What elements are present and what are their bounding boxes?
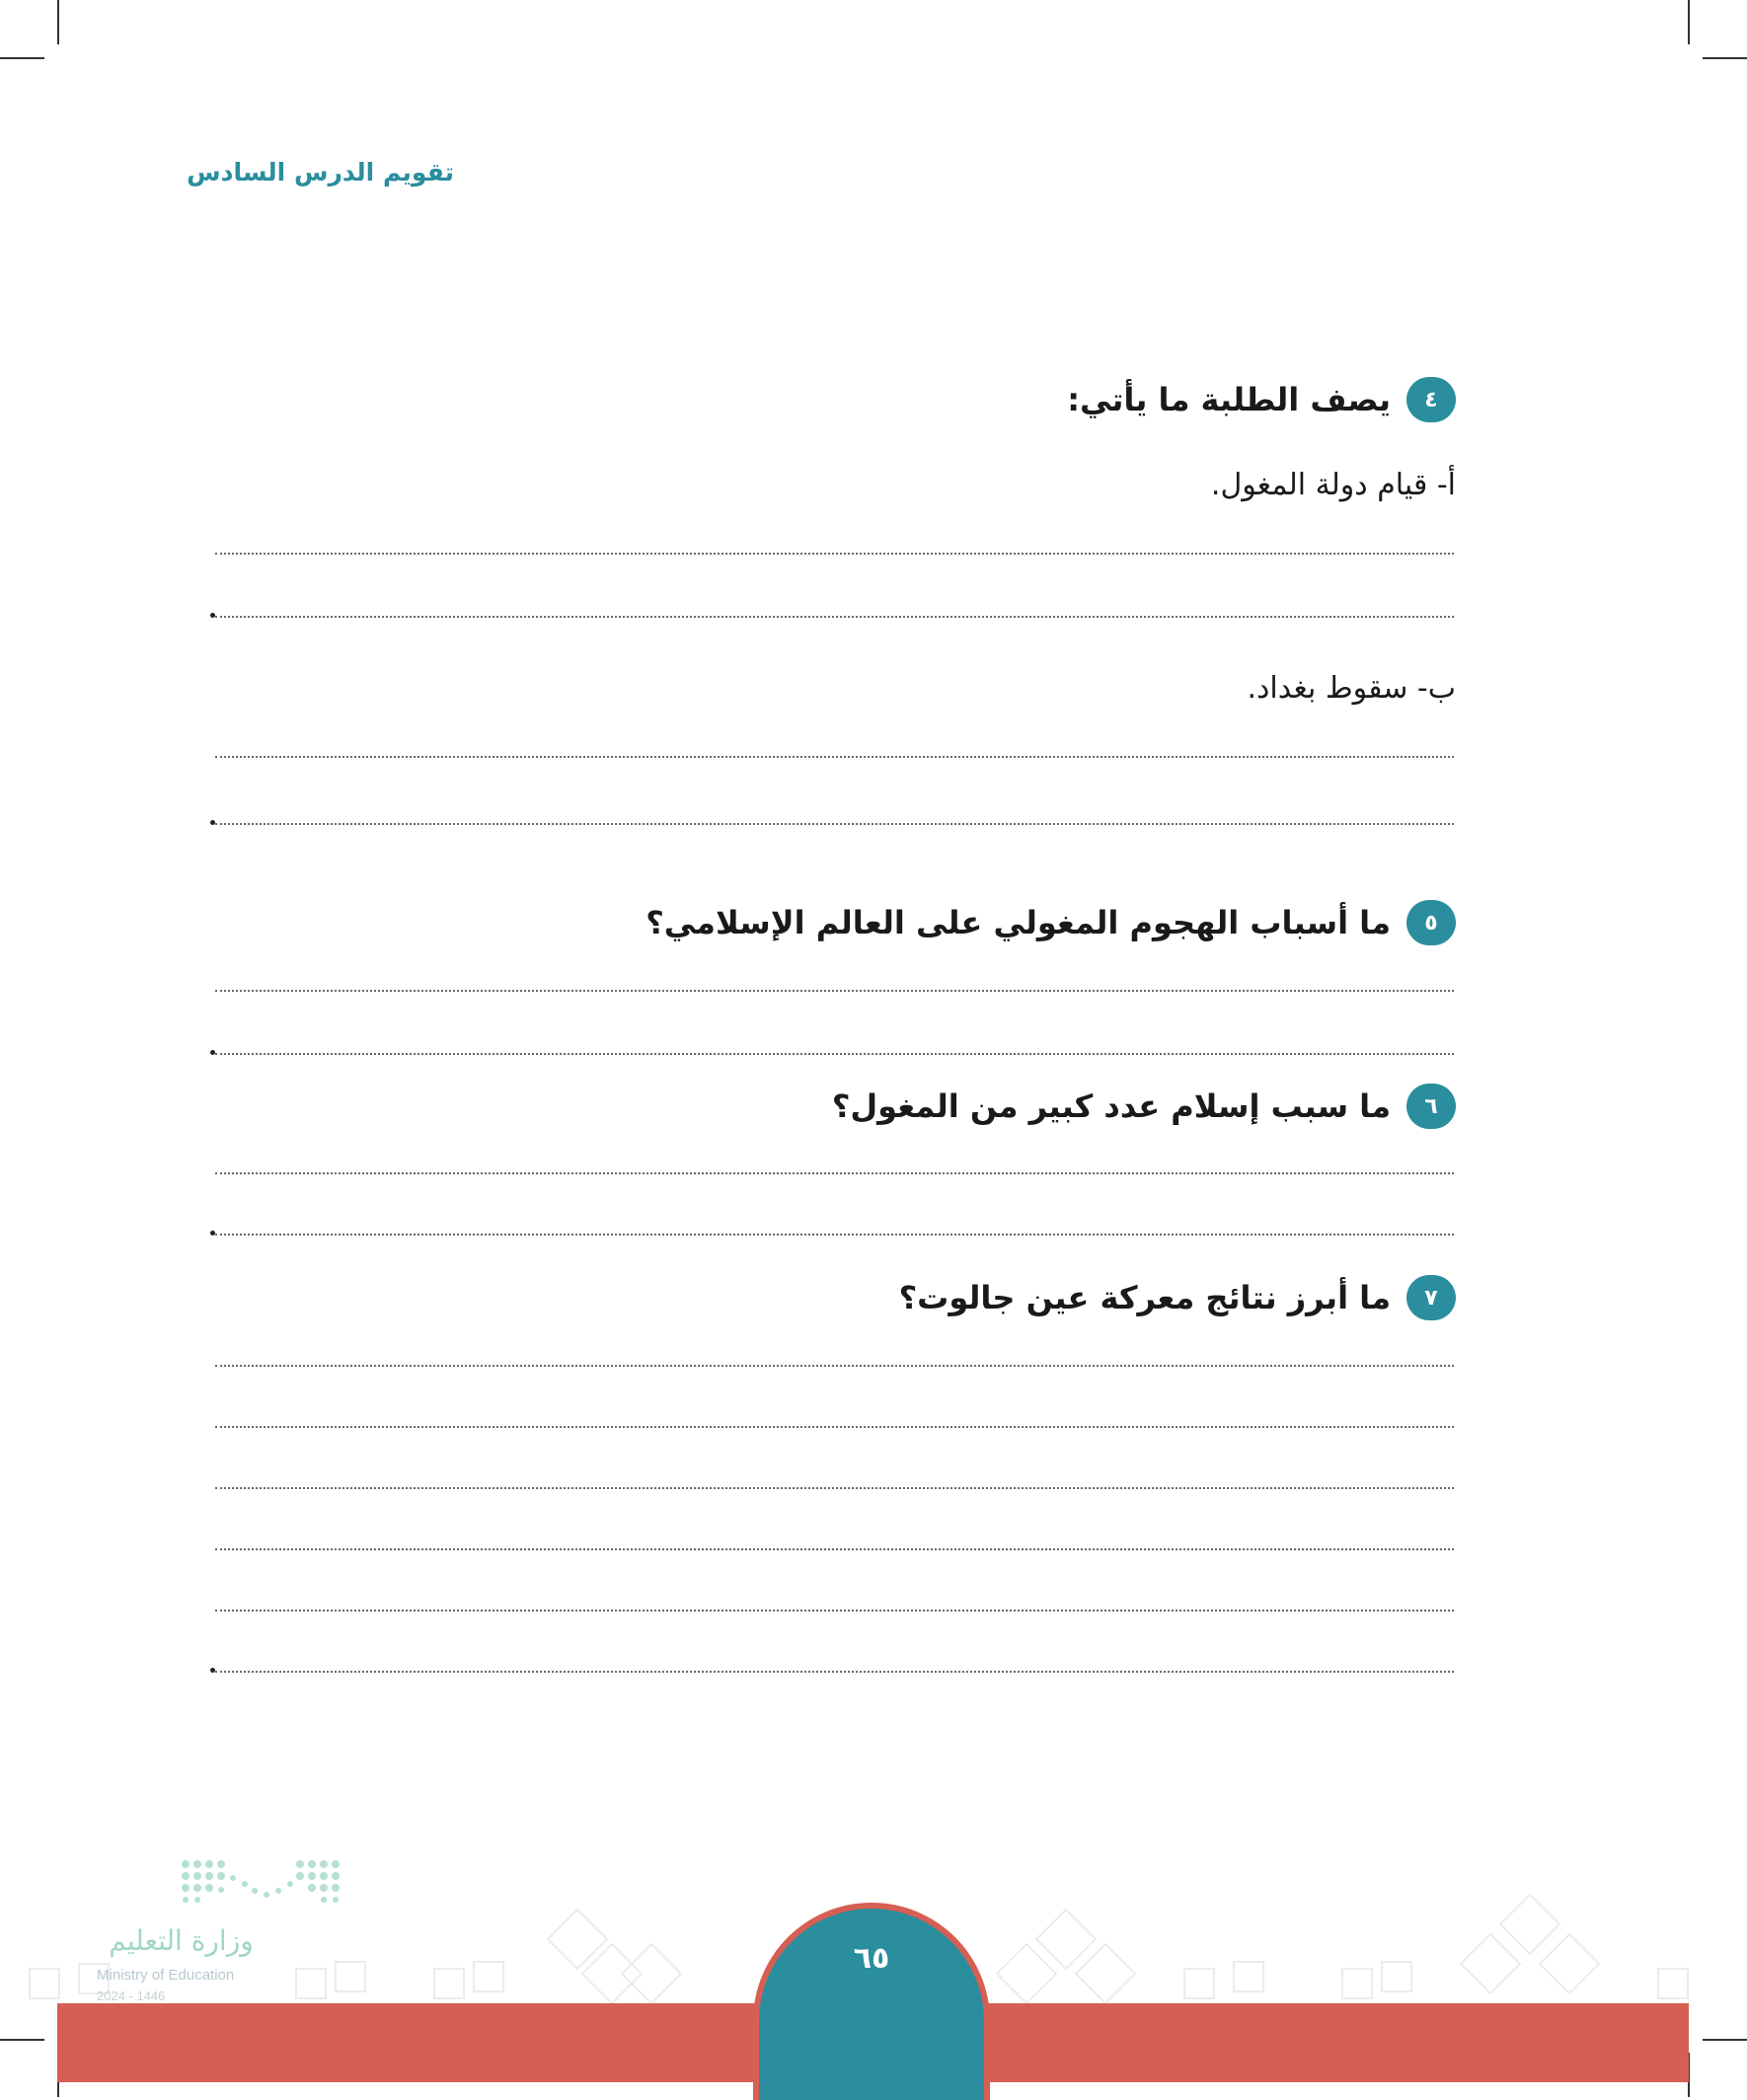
question-text: ما سبب إسلام عدد كبير من المغول؟ [831, 1088, 1391, 1125]
answer-line[interactable] [215, 553, 1454, 555]
page-number: ٦٥ [853, 1941, 890, 1976]
answer-line[interactable] [215, 1671, 1454, 1673]
answer-line[interactable] [215, 1426, 1454, 1428]
question-4 [1067, 377, 1456, 422]
answer-line[interactable] [215, 1234, 1454, 1236]
question-number-badge: ٧ [1406, 1275, 1456, 1320]
answer-line[interactable] [215, 1365, 1454, 1367]
period-dot [210, 1050, 215, 1055]
question-number-badge: ٦ [1406, 1084, 1456, 1129]
crop-mark [1703, 2039, 1747, 2041]
answer-line[interactable] [215, 616, 1454, 618]
period-dot [210, 613, 215, 618]
crop-mark [0, 2039, 44, 2041]
ministry-name-en: Ministry of Education [97, 1967, 235, 1984]
sub-item-a: أ- قيام دولة المغول. [1210, 468, 1456, 502]
sub-item-b: ب- سقوط بغداد. [1247, 671, 1456, 706]
answer-line[interactable] [215, 990, 1454, 992]
crop-mark [1688, 0, 1690, 44]
answer-line[interactable] [215, 1487, 1454, 1489]
question-6 [832, 1084, 1456, 1129]
crop-mark [57, 0, 59, 44]
question-text: ما أسباب الهجوم المغولي على العالم الإسلامي؟ [646, 904, 1391, 941]
crop-mark [0, 57, 44, 59]
crop-mark [1703, 57, 1747, 59]
question-5 [646, 900, 1456, 945]
question-number-badge: ٤ [1406, 377, 1456, 422]
ministry-year: 2024 - 1446 [97, 1988, 166, 2003]
question-number-badge: ٥ [1406, 900, 1456, 945]
answer-line[interactable] [215, 823, 1454, 825]
period-dot [210, 820, 215, 825]
period-dot [210, 1231, 215, 1236]
question-text: يصف الطلبة ما يأتي: [1067, 381, 1391, 418]
ministry-name-ar: وزارة التعليم [109, 1924, 254, 1957]
question-text: ما أبرز نتائج معركة عين جالوت؟ [898, 1279, 1391, 1316]
answer-line[interactable] [215, 1053, 1454, 1055]
answer-line[interactable] [215, 1610, 1454, 1612]
page-header: تقويم الدرس السادس [187, 158, 454, 187]
answer-line[interactable] [215, 1548, 1454, 1550]
answer-line[interactable] [215, 756, 1454, 758]
question-7 [899, 1275, 1456, 1320]
answer-line[interactable] [215, 1172, 1454, 1174]
period-dot [210, 1668, 215, 1673]
